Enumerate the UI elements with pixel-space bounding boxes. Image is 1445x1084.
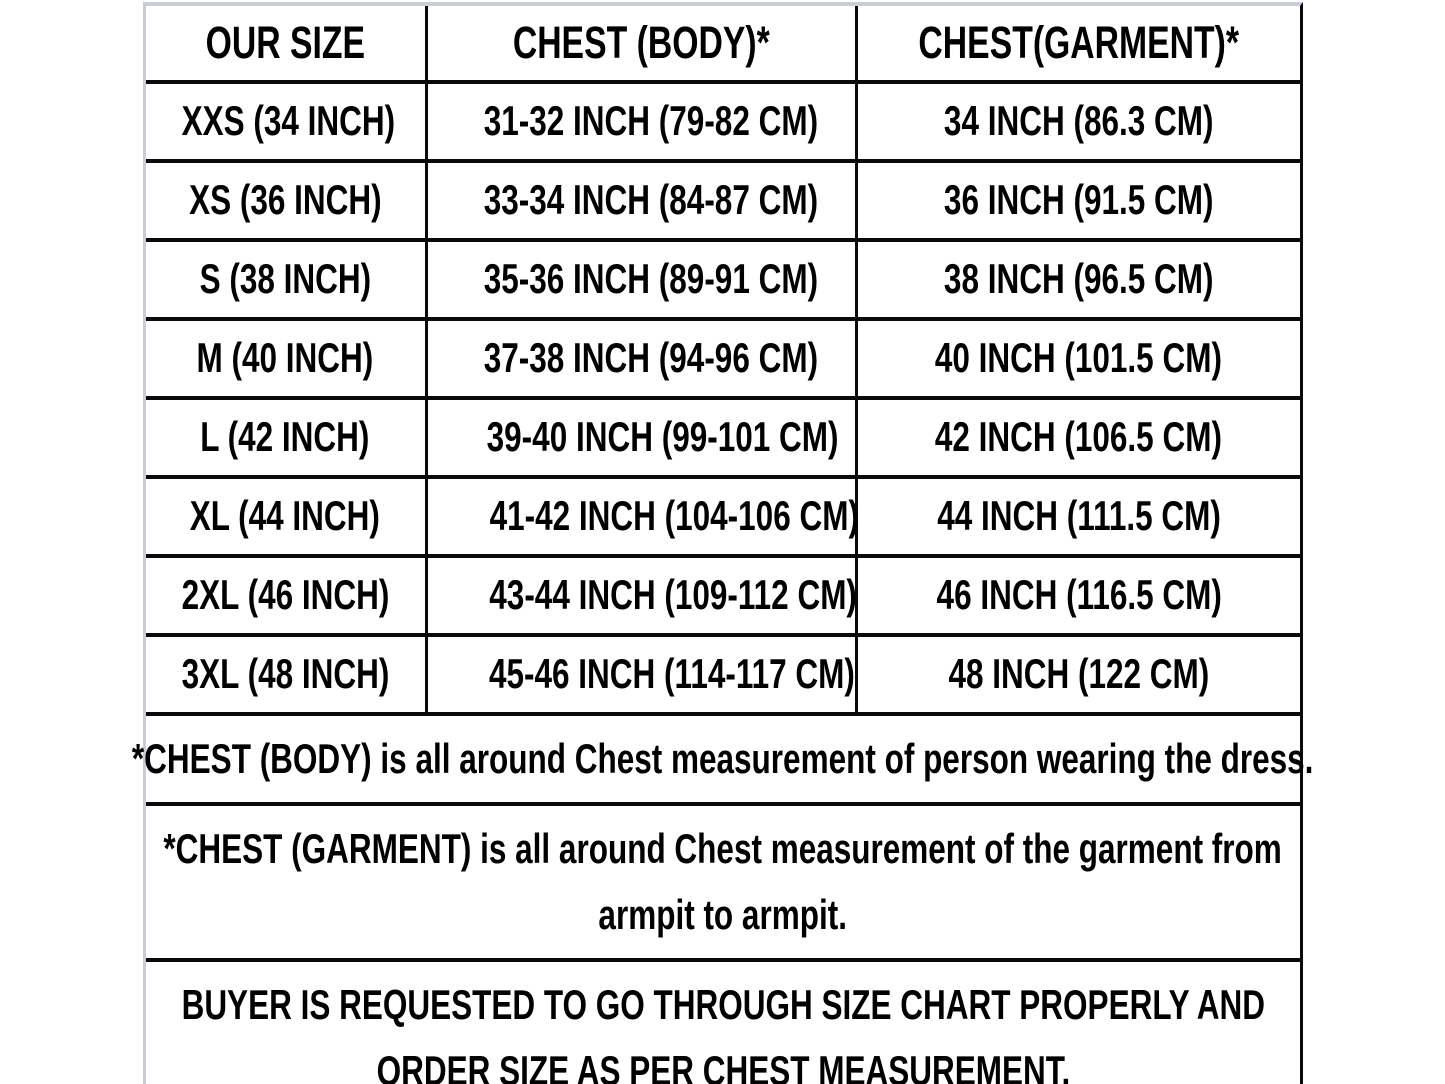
note-chest-body <box>132 714 1314 804</box>
table-row-xxs <box>146 82 1300 161</box>
column-header-chest-body <box>426 6 856 82</box>
size-value: S (38 INCH) <box>199 255 372 303</box>
chest-body-value: 39-40 INCH (99-101 CM) <box>486 413 839 461</box>
size-value: L (42 INCH) <box>200 413 370 461</box>
size-chart-table <box>132 2 1314 1084</box>
chest-garment-cell <box>856 319 1300 398</box>
note-chest-garment-line1: *CHEST (GARMENT) is all around Chest measurement of the garment from <box>163 825 1283 873</box>
note-chest-garment <box>146 804 1300 960</box>
chest-body-value: 31-32 INCH (79-82 CM) <box>483 97 818 145</box>
column-header-chest-garment <box>856 6 1300 82</box>
size-cell <box>146 635 426 714</box>
note-row-chest-body <box>146 714 1300 804</box>
chest-garment-cell <box>856 635 1300 714</box>
table-row-3xl <box>146 635 1300 714</box>
chest-body-cell <box>426 319 856 398</box>
column-header-our-size-label: OUR SIZE <box>205 17 365 69</box>
note-buyer-disclaimer-line2: ORDER SIZE AS PER CHEST MEASUREMENT. <box>376 1046 1070 1084</box>
chest-body-value: 41-42 INCH (104-106 CM) <box>489 492 859 540</box>
size-value: XL (44 INCH) <box>190 492 381 540</box>
chest-body-cell <box>426 556 856 635</box>
column-header-chest-body-label: CHEST (BODY)* <box>512 17 770 69</box>
size-value: M (40 INCH) <box>196 334 374 382</box>
size-value: XXS (34 INCH) <box>181 97 396 145</box>
chest-body-value: 43-44 INCH (109-112 CM) <box>488 571 857 619</box>
chest-body-cell <box>426 398 856 477</box>
chest-body-value: 45-46 INCH (114-117 CM) <box>488 650 855 698</box>
chest-body-cell <box>426 635 856 714</box>
chest-body-cell <box>426 161 856 240</box>
note-chest-body-text: *CHEST (BODY) is all around Chest measurement of person wearing the dress. <box>132 734 1314 782</box>
table-row-l <box>146 398 1300 477</box>
chest-garment-value: 42 INCH (106.5 CM) <box>935 413 1223 461</box>
size-cell <box>146 556 426 635</box>
size-cell <box>146 82 426 161</box>
size-value: XS (36 INCH) <box>188 176 382 224</box>
chest-garment-value: 40 INCH (101.5 CM) <box>935 334 1223 382</box>
chest-body-value: 37-38 INCH (94-96 CM) <box>483 334 818 382</box>
chest-garment-cell <box>856 556 1300 635</box>
chest-garment-cell <box>856 82 1300 161</box>
column-header-chest-garment-label: CHEST(GARMENT)* <box>918 17 1240 69</box>
size-chart-grid <box>132 6 1314 1084</box>
note-row-chest-garment <box>146 804 1300 960</box>
size-value: 2XL (46 INCH) <box>181 571 390 619</box>
chest-garment-cell <box>856 398 1300 477</box>
size-cell <box>146 319 426 398</box>
column-header-our-size <box>146 6 426 82</box>
table-row-m <box>146 319 1300 398</box>
size-cell <box>146 161 426 240</box>
chest-garment-value: 36 INCH (91.5 CM) <box>943 176 1214 224</box>
note-buyer-disclaimer <box>146 960 1300 1084</box>
table-header-row <box>146 6 1300 82</box>
chest-garment-value: 46 INCH (116.5 CM) <box>936 571 1222 619</box>
chest-garment-value: 38 INCH (96.5 CM) <box>943 255 1214 303</box>
table-row-xs <box>146 161 1300 240</box>
chest-garment-cell <box>856 161 1300 240</box>
chest-garment-value: 44 INCH (111.5 CM) <box>936 492 1221 540</box>
table-row-xl <box>146 477 1300 556</box>
size-cell <box>146 477 426 556</box>
note-chest-garment-line2: armpit to armpit. <box>598 890 848 938</box>
table-row-2xl <box>146 556 1300 635</box>
size-cell <box>146 240 426 319</box>
chest-body-value: 35-36 INCH (89-91 CM) <box>483 255 818 303</box>
chest-garment-value: 34 INCH (86.3 CM) <box>943 97 1214 145</box>
size-cell <box>146 398 426 477</box>
chest-body-cell <box>426 82 856 161</box>
chest-garment-cell <box>856 477 1300 556</box>
chest-body-cell <box>426 240 856 319</box>
chest-body-cell <box>426 477 859 556</box>
chest-body-value: 33-34 INCH (84-87 CM) <box>483 176 818 224</box>
size-value: 3XL (48 INCH) <box>181 650 390 698</box>
chest-garment-cell <box>856 240 1300 319</box>
chest-garment-value: 48 INCH (122 CM) <box>948 650 1210 698</box>
table-row-s <box>146 240 1300 319</box>
note-row-buyer-disclaimer <box>146 960 1300 1084</box>
note-buyer-disclaimer-line1: BUYER IS REQUESTED TO GO THROUGH SIZE CHART PROPERLY AND <box>181 981 1265 1029</box>
